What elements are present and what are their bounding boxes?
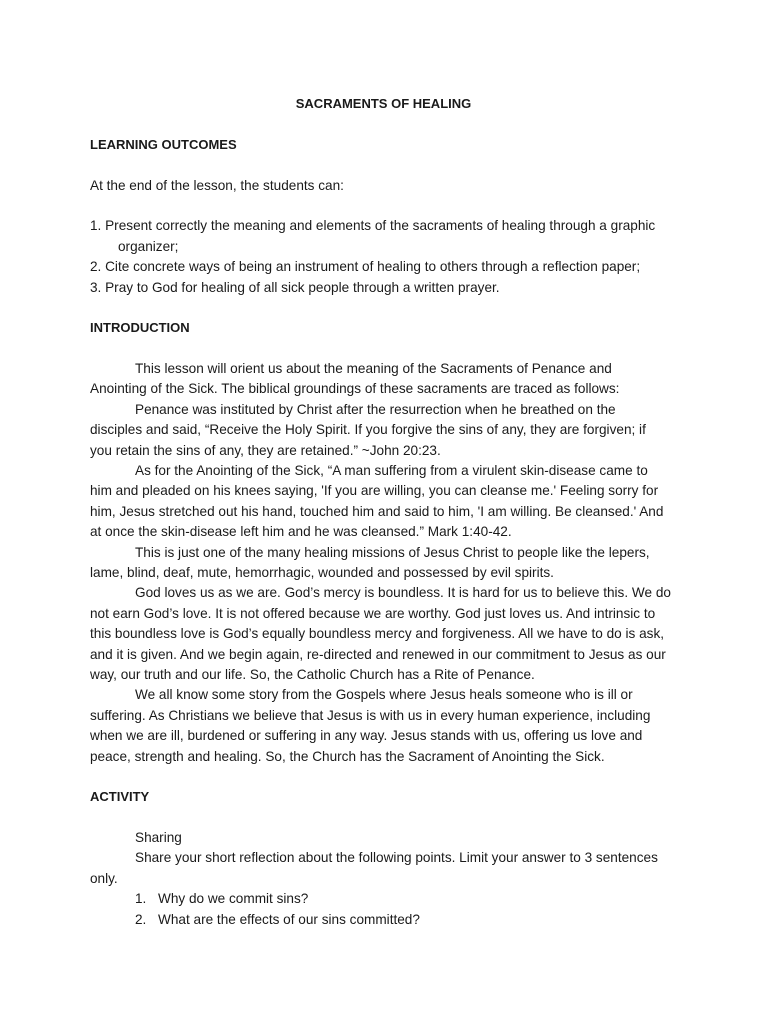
paragraph-line: This lesson will orient us about the meaning of the Sacraments of Penance and (135, 361, 612, 377)
outcome-item-1: 1. Present correctly the meaning and elements of the sacraments of healing through a graphic (90, 218, 656, 234)
question-number: 1. (135, 891, 147, 907)
spacer (90, 808, 690, 828)
paragraph-line: peace, strength and healing. So, the Church has the Sacrament of Anointing the Sick. (90, 748, 605, 764)
paragraph-line: Penance was instituted by Christ after the resurrection when he breathed on the (135, 401, 616, 417)
paragraph-line: him and pleaded on his knees saying, 'If you are willing, you can cleanse me.' Feeling sorry for (90, 483, 659, 499)
paragraph-line: As for the Anointing of the Sick, “A man suffering from a virulent skin-disease came to (135, 463, 648, 479)
introduction-paragraph-2 (90, 400, 690, 461)
activity-instructions: Share your short reflection about the following points. Limit your answer to 3 sentences (135, 850, 658, 866)
learning-outcomes-intro: At the end of the lesson, the students can: (90, 177, 344, 193)
paragraph-line: This is just one of the many healing missions of Jesus Christ to people like the lepers, (135, 544, 650, 560)
spacer (90, 339, 690, 359)
document-title: SACRAMENTS OF HEALING (295, 96, 472, 111)
introduction-paragraph-5 (90, 583, 690, 685)
introduction-paragraph-4 (90, 543, 690, 584)
paragraph-line: at once the skin-disease left him and he was cleansed.” Mark 1:40-42. (90, 524, 512, 540)
activity-instructions-continued: only. (90, 870, 118, 886)
introduction-paragraph-6 (90, 685, 690, 767)
paragraph-line: God loves us as we are. God’s mercy is boundless. It is hard for us to believe this. We do (135, 585, 671, 601)
question-number: 2. (135, 911, 147, 927)
learning-outcomes-heading: LEARNING OUTCOMES (90, 136, 237, 152)
introduction-paragraph-3 (90, 461, 690, 543)
paragraph-line: and it is given. And we begin again, re-directed and renewed in our commitment to Jesus as our (90, 646, 666, 662)
paragraph-line: when we are ill, burdened or suffering in any way. Jesus stands with us, offering us love and (90, 728, 643, 744)
paragraph-line: disciples and said, “Receive the Holy Spirit. If you forgive the sins of any, they are forgiven; if (90, 422, 646, 438)
activity-heading: ACTIVITY (90, 789, 150, 805)
document-page (90, 94, 690, 930)
question-item-1 (90, 889, 690, 909)
paragraph-line: We all know some story from the Gospels where Jesus heals someone who is ill or (135, 687, 633, 703)
spacer (90, 114, 690, 134)
paragraph-line: suffering. As Christians we believe that Jesus is with us in every human experience, including (90, 707, 651, 723)
paragraph-line: lame, blind, deaf, mute, hemorrhagic, wounded and possessed by evil spirits. (90, 564, 554, 580)
question-text: Why do we commit sins? (158, 891, 309, 907)
paragraph-line: Anointing of the Sick. The biblical groundings of these sacraments are traced as follows: (90, 381, 620, 397)
spacer (90, 155, 690, 175)
paragraph-line: not earn God’s love. It is not offered because we are worthy. God just loves us. And intrinsic to (90, 605, 656, 621)
outcome-item-2: 2. Cite concrete ways of being an instrument of healing to others through a reflection paper; (90, 259, 641, 275)
paragraph-line: way, our truth and our life. So, the Catholic Church has a Rite of Penance. (90, 666, 535, 682)
spacer (90, 196, 690, 216)
outcome-item-1-continued: organizer; (118, 238, 179, 254)
paragraph-line: this boundless love is God’s equally boundless mercy and forgiveness. All we have to do is ask, (90, 626, 665, 642)
introduction-paragraph-1 (90, 359, 690, 400)
question-item-2 (90, 910, 690, 930)
question-text: What are the effects of our sins committed? (158, 911, 420, 927)
outcome-item-3: 3. Pray to God for healing of all sick people through a written prayer. (90, 279, 500, 295)
spacer (90, 298, 690, 318)
spacer (90, 767, 690, 787)
paragraph-line: you retain the sins of any, they are retained.” ~John 20:23. (90, 442, 441, 458)
activity-subheading: Sharing (135, 830, 182, 846)
paragraph-line: him, Jesus stretched out his hand, touched him and said to him, 'I am willing. Be cleansed.' And (90, 503, 664, 519)
introduction-heading: INTRODUCTION (90, 320, 190, 336)
